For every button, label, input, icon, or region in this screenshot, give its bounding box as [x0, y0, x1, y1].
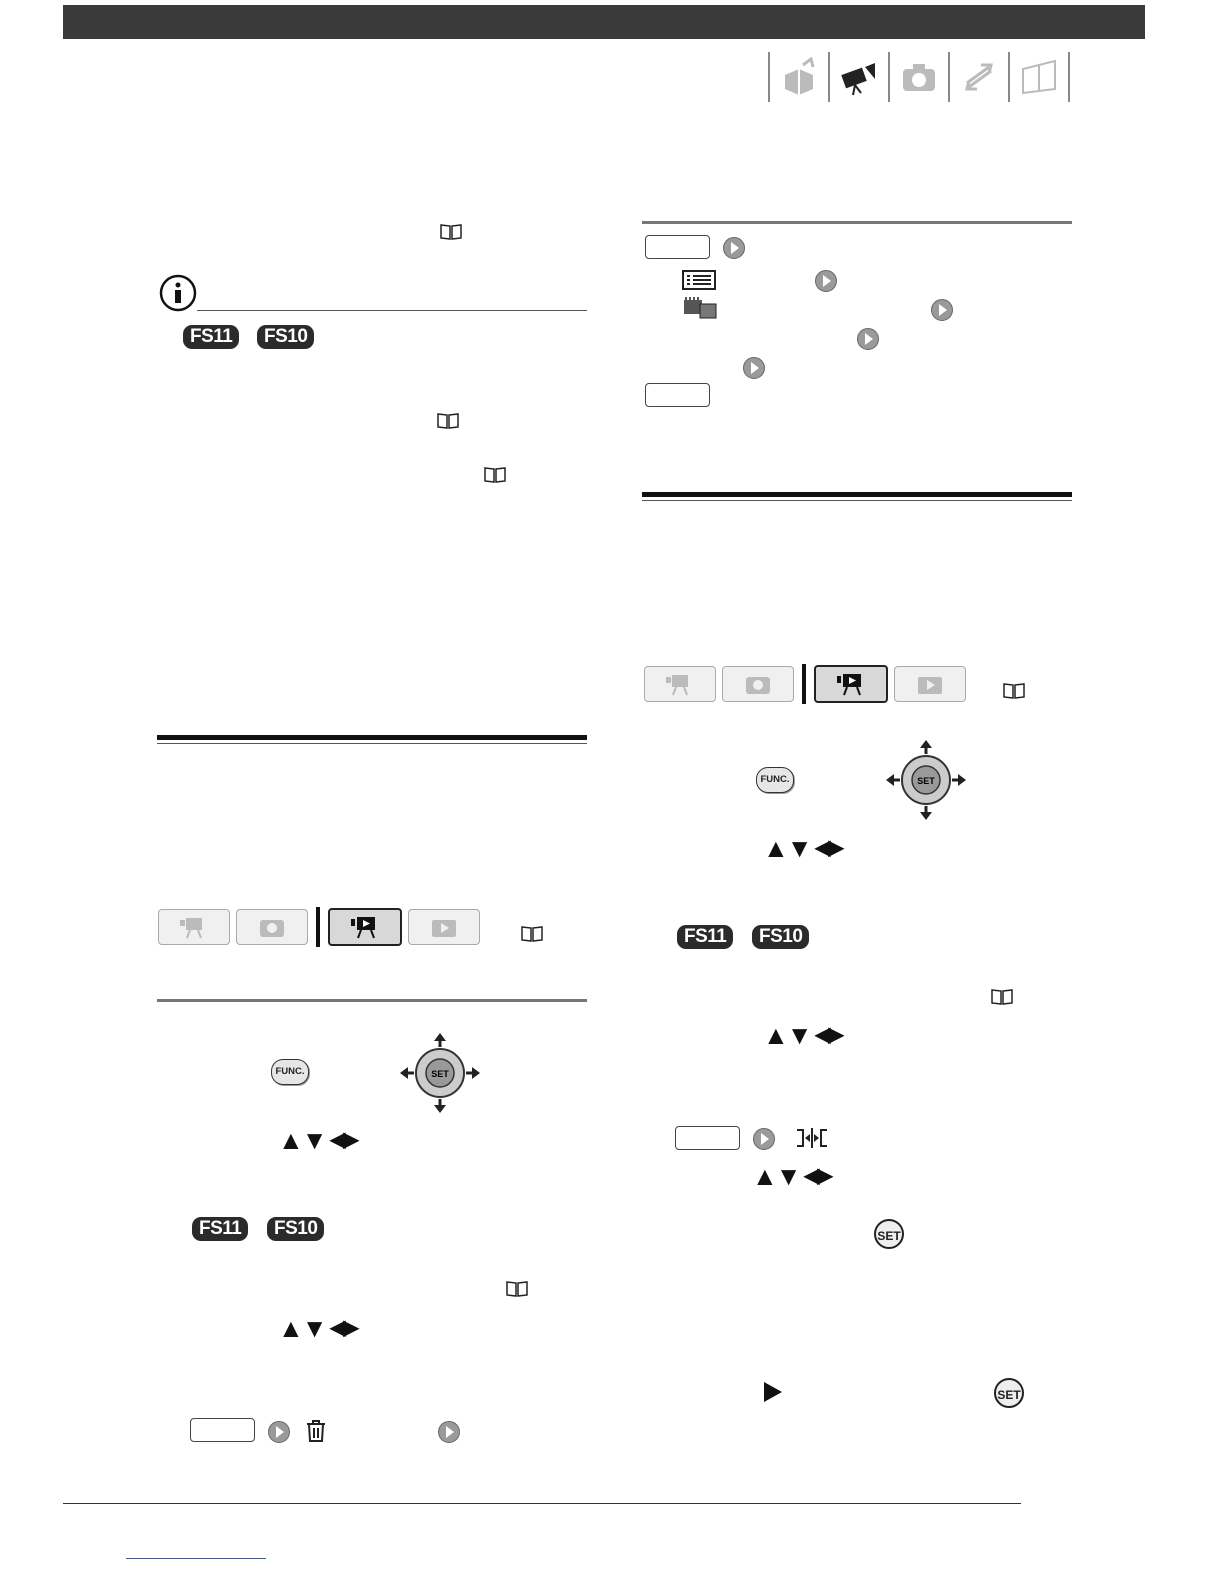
section-rule — [157, 735, 587, 740]
mode-divider — [802, 664, 806, 704]
joystick-icon[interactable] — [400, 1033, 480, 1113]
info-icon — [159, 274, 197, 312]
mode-video-record — [644, 666, 716, 702]
left-right-arrows-icon: ◀▶ — [815, 1024, 842, 1046]
svg-text:SET: SET — [917, 776, 935, 786]
up-down-arrows-icon: ▲▼ — [752, 1161, 800, 1191]
book-reference-icon — [483, 466, 507, 484]
transfer-icon — [948, 52, 1008, 102]
procedure-rule — [642, 221, 1072, 224]
go-arrow-icon — [931, 299, 953, 321]
go-arrow-icon — [268, 1421, 290, 1443]
memory-card-icon — [682, 296, 718, 320]
up-down-arrows-icon: ▲▼ — [763, 1020, 811, 1050]
up-down-arrows-icon: ▲▼ — [278, 1313, 326, 1343]
menu-box — [190, 1418, 255, 1442]
model-badge-fs11: FS11 — [183, 325, 239, 349]
footer-link-underline[interactable] — [126, 1558, 266, 1559]
model-badge-fs11: FS11 — [677, 925, 733, 949]
preparation-icon — [768, 52, 828, 102]
book-reference-icon — [436, 412, 460, 430]
procedure-rule — [157, 999, 587, 1002]
model-badge-fs10: FS10 — [752, 925, 809, 949]
up-down-arrows-icon: ▲▼ — [763, 833, 811, 863]
category-tabs — [768, 52, 1070, 104]
book-reference-icon — [439, 223, 463, 241]
divide-scene-icon — [795, 1127, 829, 1149]
mode-photo-record — [722, 666, 794, 702]
func-button[interactable]: FUNC. — [271, 1059, 309, 1085]
book-reference-icon — [520, 925, 544, 943]
video-camera-icon — [828, 52, 888, 102]
book-icon — [1008, 52, 1070, 102]
model-badge-fs10: FS10 — [267, 1217, 324, 1241]
go-arrow-icon — [753, 1128, 775, 1150]
menu-box — [675, 1126, 740, 1150]
book-reference-icon — [990, 988, 1014, 1006]
mode-divider — [316, 907, 320, 947]
left-right-arrows-icon: ◀▶ — [330, 1317, 357, 1339]
go-arrow-icon — [857, 328, 879, 350]
section-rule — [642, 492, 1072, 497]
note-rule — [197, 310, 587, 311]
svg-text:SET: SET — [431, 1069, 449, 1079]
func-button[interactable]: FUNC. — [756, 767, 794, 793]
go-arrow-icon — [723, 237, 745, 259]
mode-video-playback — [328, 908, 402, 946]
left-right-arrows-icon: ◀▶ — [815, 837, 842, 859]
section-rule-thin — [642, 500, 1072, 501]
left-right-arrows-icon: ◀▶ — [804, 1165, 831, 1187]
mode-selector — [158, 907, 480, 947]
set-button[interactable]: SET — [874, 1219, 904, 1249]
left-right-arrows-icon: ◀▶ — [330, 1129, 357, 1151]
go-arrow-icon — [743, 357, 765, 379]
book-reference-icon — [1002, 682, 1026, 700]
mode-selector — [644, 664, 966, 704]
mode-video-playback — [814, 665, 888, 703]
mode-photo-playback — [894, 666, 966, 702]
model-badge-fs11: FS11 — [192, 1217, 248, 1241]
go-arrow-icon — [438, 1421, 460, 1443]
trash-icon — [304, 1419, 328, 1443]
mode-photo-playback — [408, 909, 480, 945]
play-icon — [762, 1381, 784, 1403]
header-bar — [63, 5, 1145, 39]
mode-photo-record — [236, 909, 308, 945]
mode-video-record — [158, 909, 230, 945]
photo-camera-icon — [888, 52, 948, 102]
menu-box — [645, 235, 710, 259]
book-reference-icon — [505, 1280, 529, 1298]
joystick-icon[interactable] — [886, 740, 966, 820]
go-arrow-icon — [815, 270, 837, 292]
section-rule-thin — [157, 743, 587, 744]
footer-rule — [63, 1503, 1021, 1504]
menu-list-icon — [682, 270, 716, 290]
model-badge-fs10: FS10 — [257, 325, 314, 349]
up-down-arrows-icon: ▲▼ — [278, 1125, 326, 1155]
menu-box — [645, 383, 710, 407]
set-button[interactable]: SET — [994, 1378, 1024, 1408]
